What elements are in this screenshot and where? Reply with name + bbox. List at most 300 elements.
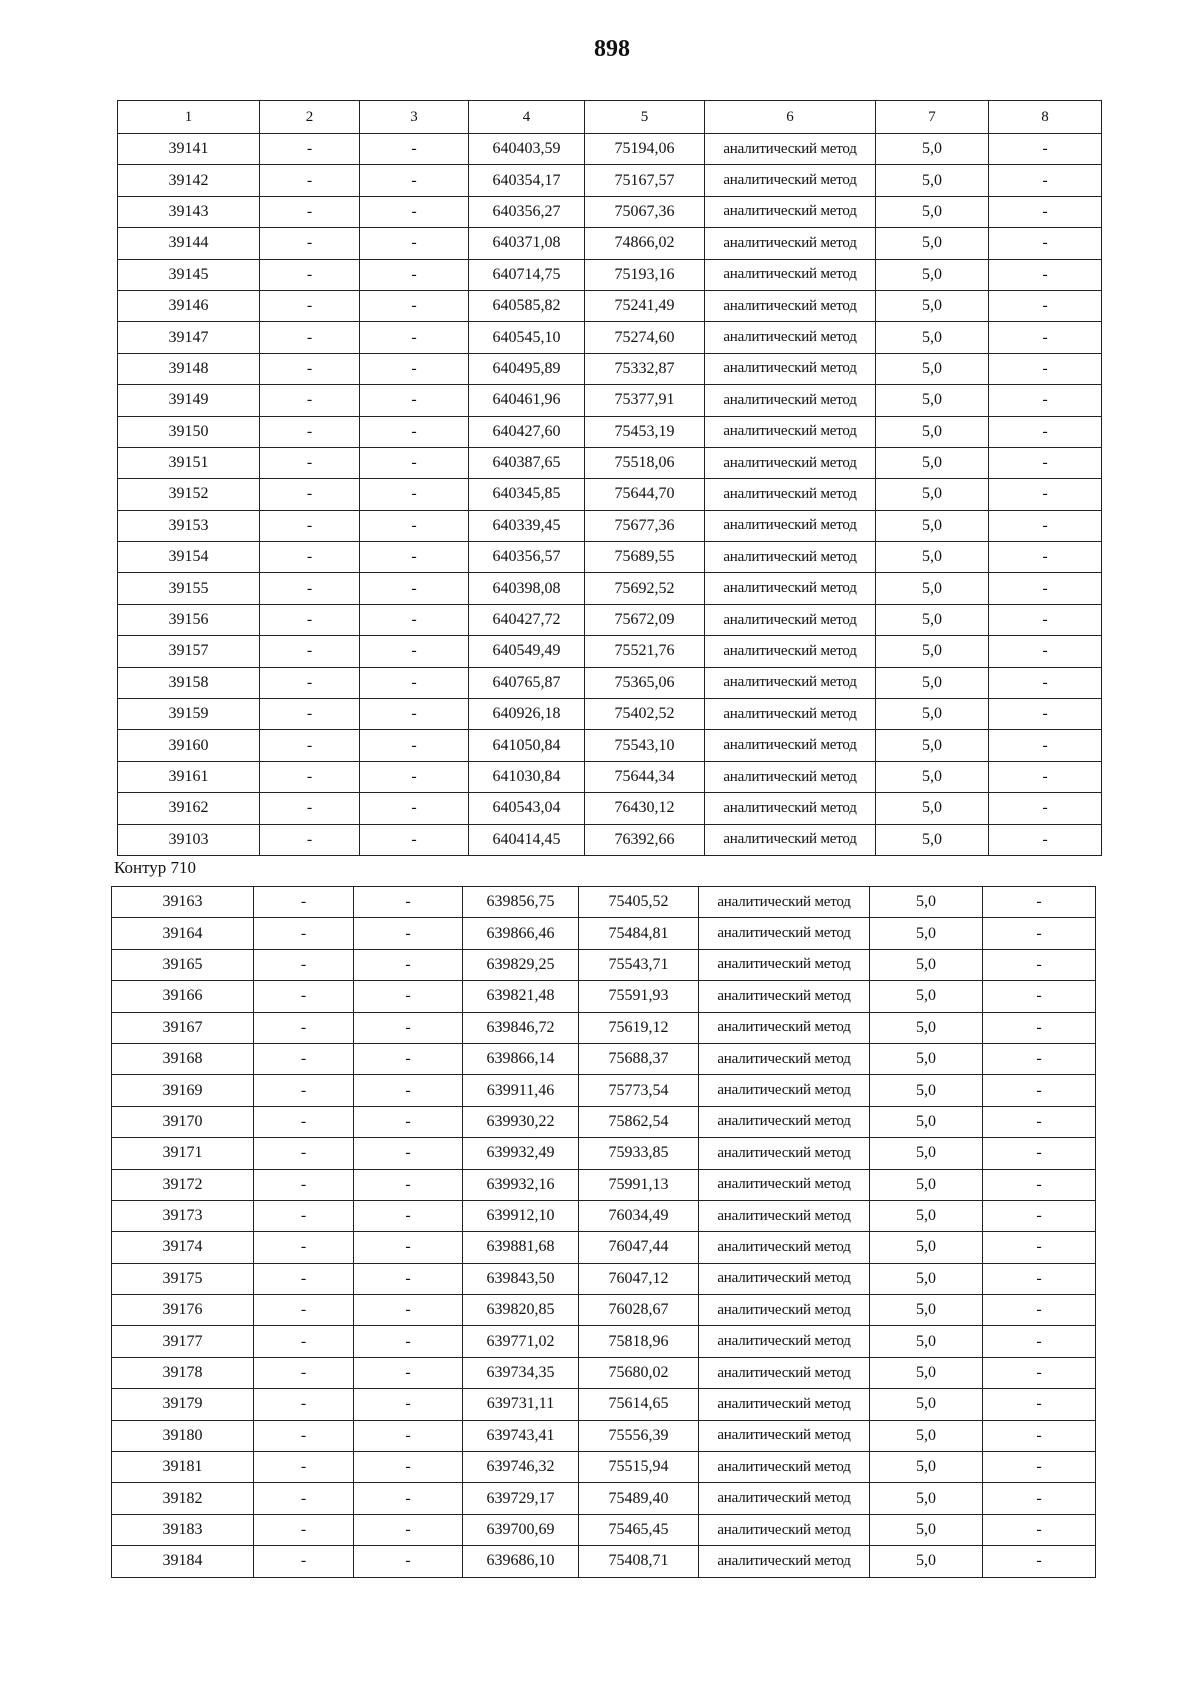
table-cell: 39158 — [118, 667, 260, 698]
table-cell: - — [354, 1200, 463, 1231]
table-cell: 640371,08 — [469, 228, 585, 259]
table-cell: 39169 — [112, 1075, 254, 1106]
table-cell: 39150 — [118, 416, 260, 447]
table-cell: - — [260, 479, 360, 510]
table-cell: - — [254, 1263, 354, 1294]
table-cell: 5,0 — [876, 447, 989, 478]
table-cell: - — [360, 259, 469, 290]
table-cell: - — [983, 1043, 1096, 1074]
table-cell: - — [254, 1420, 354, 1451]
table-cell: 76034,49 — [579, 1200, 699, 1231]
table-cell: 640585,82 — [469, 290, 585, 321]
table-cell: 641030,84 — [469, 761, 585, 792]
table-cell: 640339,45 — [469, 510, 585, 541]
table-cell: 639771,02 — [463, 1326, 579, 1357]
table-cell: 5,0 — [870, 1200, 983, 1231]
table-row — [112, 1326, 1096, 1357]
table-cell: - — [360, 793, 469, 824]
table-row — [112, 918, 1096, 949]
table-cell: аналитический метод — [699, 1452, 870, 1483]
table-cell: - — [360, 479, 469, 510]
table-cell: - — [354, 1043, 463, 1074]
table-cell: - — [983, 1295, 1096, 1326]
table-cell: 39156 — [118, 604, 260, 635]
table-cell: 5,0 — [870, 1546, 983, 1577]
table-cell: 5,0 — [876, 353, 989, 384]
table-cell: - — [360, 510, 469, 541]
table-cell: 5,0 — [876, 542, 989, 573]
table-cell: 75332,87 — [585, 353, 705, 384]
table-cell: 75543,10 — [585, 730, 705, 761]
table-cell: 75484,81 — [579, 918, 699, 949]
table-cell: - — [354, 981, 463, 1012]
table-row — [112, 1075, 1096, 1106]
table-cell: аналитический метод — [705, 604, 876, 635]
table-cell: - — [983, 1138, 1096, 1169]
table-cell: аналитический метод — [699, 1138, 870, 1169]
table-cell: 639846,72 — [463, 1012, 579, 1043]
table-row — [118, 573, 1102, 604]
table-row — [118, 353, 1102, 384]
table-cell: 5,0 — [876, 322, 989, 353]
table-cell: - — [260, 793, 360, 824]
table-cell: аналитический метод — [705, 824, 876, 855]
table-row — [118, 542, 1102, 573]
table-cell: аналитический метод — [699, 1169, 870, 1200]
table-cell: - — [989, 165, 1102, 196]
table-cell: 640926,18 — [469, 699, 585, 730]
table-cell: - — [254, 887, 354, 918]
table-cell: 5,0 — [870, 1514, 983, 1545]
table-row — [118, 730, 1102, 761]
table-cell: 39141 — [118, 134, 260, 165]
table-row — [118, 667, 1102, 698]
table-cell: 39155 — [118, 573, 260, 604]
table-cell: 39166 — [112, 981, 254, 1012]
table-cell: - — [260, 385, 360, 416]
table-cell: - — [254, 1357, 354, 1388]
table-cell: аналитический метод — [705, 322, 876, 353]
table-cell: аналитический метод — [699, 918, 870, 949]
table-cell: 640345,85 — [469, 479, 585, 510]
table-cell: аналитический метод — [705, 290, 876, 321]
table-cell: 5,0 — [876, 604, 989, 635]
table-cell: аналитический метод — [699, 1043, 870, 1074]
table-cell: 75672,09 — [585, 604, 705, 635]
table-cell: - — [983, 1012, 1096, 1043]
table-cell: - — [260, 196, 360, 227]
table-row — [118, 636, 1102, 667]
table-cell: 5,0 — [870, 1389, 983, 1420]
table-cell: - — [254, 1138, 354, 1169]
table-cell: аналитический метод — [705, 573, 876, 604]
table-cell: аналитический метод — [699, 949, 870, 980]
table-cell: 75405,52 — [579, 887, 699, 918]
table-cell: 5,0 — [870, 1483, 983, 1514]
table-cell: аналитический метод — [699, 1357, 870, 1388]
table-row — [112, 1452, 1096, 1483]
table-cell: 39184 — [112, 1546, 254, 1577]
table-cell: - — [989, 416, 1102, 447]
table-cell: 39152 — [118, 479, 260, 510]
table-cell: аналитический метод — [699, 1106, 870, 1137]
table-cell: - — [254, 949, 354, 980]
table-cell: - — [983, 918, 1096, 949]
table-cell: 640543,04 — [469, 793, 585, 824]
table-row — [118, 510, 1102, 541]
table-cell: - — [983, 1546, 1096, 1577]
table-cell: - — [254, 1295, 354, 1326]
table-row — [118, 793, 1102, 824]
table-cell: аналитический метод — [705, 416, 876, 447]
table-cell: 39154 — [118, 542, 260, 573]
table-cell: 5,0 — [870, 1043, 983, 1074]
table-cell: 75556,39 — [579, 1420, 699, 1451]
table-cell: - — [989, 730, 1102, 761]
table-cell: 39142 — [118, 165, 260, 196]
table-cell: - — [260, 636, 360, 667]
table-cell: - — [983, 1326, 1096, 1357]
table-cell: 75521,76 — [585, 636, 705, 667]
table-cell: аналитический метод — [705, 667, 876, 698]
table-cell: 75067,36 — [585, 196, 705, 227]
table-cell: аналитический метод — [699, 1389, 870, 1420]
table-cell: 639820,85 — [463, 1295, 579, 1326]
table-cell: 75818,96 — [579, 1326, 699, 1357]
table-cell: 5,0 — [876, 761, 989, 792]
table-cell: - — [360, 385, 469, 416]
column-header: 4 — [469, 101, 585, 134]
table-cell: 5,0 — [870, 1420, 983, 1451]
table-cell: 5,0 — [876, 196, 989, 227]
table-cell: - — [360, 604, 469, 635]
table-cell: 639821,48 — [463, 981, 579, 1012]
table-row — [118, 447, 1102, 478]
table-cell: 75377,91 — [585, 385, 705, 416]
contour-710-table — [111, 886, 1096, 1578]
table-cell: - — [983, 1389, 1096, 1420]
table-cell: - — [354, 1452, 463, 1483]
table-cell: аналитический метод — [699, 1075, 870, 1106]
table-cell: 75644,34 — [585, 761, 705, 792]
table-cell: 639932,16 — [463, 1169, 579, 1200]
table-cell: 39149 — [118, 385, 260, 416]
table-cell: - — [260, 824, 360, 855]
table-cell: 5,0 — [876, 667, 989, 698]
table-cell: 639700,69 — [463, 1514, 579, 1545]
table-cell: 39174 — [112, 1232, 254, 1263]
table-cell: - — [260, 510, 360, 541]
table-cell: 39165 — [112, 949, 254, 980]
table-cell: - — [989, 196, 1102, 227]
table-cell: - — [354, 1075, 463, 1106]
table-row — [112, 1043, 1096, 1074]
table-cell: - — [254, 1326, 354, 1357]
table-cell: - — [989, 573, 1102, 604]
table-cell: 39180 — [112, 1420, 254, 1451]
table-cell: 74866,02 — [585, 228, 705, 259]
table-cell: 640387,65 — [469, 447, 585, 478]
table-cell: - — [360, 228, 469, 259]
table-row — [112, 1263, 1096, 1294]
table-cell: 39151 — [118, 447, 260, 478]
table-cell: 39162 — [118, 793, 260, 824]
table-cell: - — [989, 542, 1102, 573]
table-cell: 5,0 — [870, 1357, 983, 1388]
table-cell: 5,0 — [870, 1012, 983, 1043]
table-cell: 640356,27 — [469, 196, 585, 227]
table-row — [112, 1420, 1096, 1451]
table-cell: 75167,57 — [585, 165, 705, 196]
table-cell: 640549,49 — [469, 636, 585, 667]
table-cell: - — [983, 1420, 1096, 1451]
table-cell: - — [254, 1483, 354, 1514]
table-cell: - — [983, 887, 1096, 918]
table-cell: - — [254, 1514, 354, 1545]
table-cell: - — [983, 1106, 1096, 1137]
table-row — [118, 290, 1102, 321]
table-cell: 5,0 — [870, 1106, 983, 1137]
table-cell: - — [254, 1043, 354, 1074]
table-cell: 39147 — [118, 322, 260, 353]
header-row — [118, 101, 1102, 134]
table-cell: 5,0 — [876, 290, 989, 321]
table-cell: аналитический метод — [699, 1295, 870, 1326]
table-cell: 39160 — [118, 730, 260, 761]
table-cell: аналитический метод — [699, 1200, 870, 1231]
table-row — [112, 1106, 1096, 1137]
table-cell: 39145 — [118, 259, 260, 290]
table-cell: аналитический метод — [699, 1483, 870, 1514]
table-cell: аналитический метод — [699, 981, 870, 1012]
table-cell: 39175 — [112, 1263, 254, 1294]
table-cell: аналитический метод — [705, 542, 876, 573]
table-cell: 39148 — [118, 353, 260, 384]
table-cell: - — [989, 636, 1102, 667]
table-cell: 639930,22 — [463, 1106, 579, 1137]
table-cell: 39168 — [112, 1043, 254, 1074]
table-cell: 75644,70 — [585, 479, 705, 510]
table-cell: 5,0 — [876, 636, 989, 667]
table-cell: 5,0 — [876, 385, 989, 416]
table-cell: 640545,10 — [469, 322, 585, 353]
column-header: 8 — [989, 101, 1102, 134]
table-cell: - — [983, 1483, 1096, 1514]
table-cell: 5,0 — [876, 259, 989, 290]
table-cell: 39161 — [118, 761, 260, 792]
table-row — [112, 1546, 1096, 1577]
table-cell: 39163 — [112, 887, 254, 918]
table-cell: 639932,49 — [463, 1138, 579, 1169]
table-cell: - — [254, 1169, 354, 1200]
table-cell: - — [260, 290, 360, 321]
table-cell: 39164 — [112, 918, 254, 949]
table-cell: - — [354, 949, 463, 980]
table-cell: 5,0 — [870, 887, 983, 918]
table-cell: 5,0 — [876, 730, 989, 761]
table-cell: 5,0 — [870, 1326, 983, 1357]
table-cell: 76392,66 — [585, 824, 705, 855]
column-header: 5 — [585, 101, 705, 134]
table-cell: - — [360, 699, 469, 730]
table-row — [112, 1357, 1096, 1388]
table-cell: 640427,72 — [469, 604, 585, 635]
table-cell: - — [254, 1232, 354, 1263]
table-cell: 75515,94 — [579, 1452, 699, 1483]
column-header: 7 — [876, 101, 989, 134]
table-cell: аналитический метод — [705, 228, 876, 259]
table-row — [112, 1232, 1096, 1263]
table-row — [118, 416, 1102, 447]
table-cell: 640765,87 — [469, 667, 585, 698]
table-row — [112, 1138, 1096, 1169]
table-cell: 75991,13 — [579, 1169, 699, 1200]
table-cell: аналитический метод — [705, 730, 876, 761]
table-cell: - — [260, 761, 360, 792]
table-cell: - — [254, 1075, 354, 1106]
table-cell: - — [260, 416, 360, 447]
table-cell: - — [260, 730, 360, 761]
table-cell: 39172 — [112, 1169, 254, 1200]
table-cell: - — [983, 1200, 1096, 1231]
table-cell: 639866,46 — [463, 918, 579, 949]
table-cell: - — [983, 981, 1096, 1012]
table-row — [112, 887, 1096, 918]
table-cell: аналитический метод — [699, 1263, 870, 1294]
table-cell: - — [354, 1357, 463, 1388]
table-cell: 75489,40 — [579, 1483, 699, 1514]
table-cell: 639746,32 — [463, 1452, 579, 1483]
table-row — [118, 824, 1102, 855]
table-cell: 640427,60 — [469, 416, 585, 447]
table-cell: 75773,54 — [579, 1075, 699, 1106]
table-cell: - — [983, 1169, 1096, 1200]
table-cell: 76047,44 — [579, 1232, 699, 1263]
table-cell: 640714,75 — [469, 259, 585, 290]
table-cell: 639734,35 — [463, 1357, 579, 1388]
table-row — [118, 761, 1102, 792]
table-cell: аналитический метод — [699, 887, 870, 918]
table-cell: 39103 — [118, 824, 260, 855]
table-cell: 75193,16 — [585, 259, 705, 290]
table-cell: аналитический метод — [705, 259, 876, 290]
table-cell: - — [360, 730, 469, 761]
table-cell: 75680,02 — [579, 1357, 699, 1388]
table-row — [112, 1200, 1096, 1231]
table-cell: 75408,71 — [579, 1546, 699, 1577]
table-cell: - — [360, 447, 469, 478]
table-cell: - — [354, 1514, 463, 1545]
table-cell: - — [354, 887, 463, 918]
table-cell: 75933,85 — [579, 1138, 699, 1169]
table-cell: 639911,46 — [463, 1075, 579, 1106]
table-row — [112, 1295, 1096, 1326]
table-cell: 5,0 — [876, 824, 989, 855]
table-cell: 640414,45 — [469, 824, 585, 855]
table-cell: - — [254, 918, 354, 949]
table-row — [118, 322, 1102, 353]
table-cell: аналитический метод — [699, 1326, 870, 1357]
table-row — [118, 699, 1102, 730]
table-cell: 75241,49 — [585, 290, 705, 321]
table-cell: 5,0 — [876, 573, 989, 604]
table-cell: - — [983, 1514, 1096, 1545]
table-cell: 5,0 — [870, 1452, 983, 1483]
table-cell: - — [260, 604, 360, 635]
table-cell: - — [354, 1420, 463, 1451]
table-cell: 639686,10 — [463, 1546, 579, 1577]
table-cell: 639856,75 — [463, 887, 579, 918]
table-cell: 5,0 — [870, 1232, 983, 1263]
table-cell: 39173 — [112, 1200, 254, 1231]
table-cell: - — [983, 1452, 1096, 1483]
table-cell: - — [983, 1075, 1096, 1106]
table-cell: - — [360, 165, 469, 196]
table-cell: - — [354, 1169, 463, 1200]
table-cell: 640403,59 — [469, 134, 585, 165]
table-cell: - — [360, 667, 469, 698]
table-cell: - — [360, 134, 469, 165]
table-cell: 75689,55 — [585, 542, 705, 573]
table-cell: аналитический метод — [699, 1012, 870, 1043]
table-cell: - — [354, 1546, 463, 1577]
table-cell: - — [254, 1106, 354, 1137]
table-cell: 5,0 — [870, 1138, 983, 1169]
table-cell: 39167 — [112, 1012, 254, 1043]
table-cell: 5,0 — [876, 228, 989, 259]
table-cell: 39183 — [112, 1514, 254, 1545]
table-cell: аналитический метод — [705, 447, 876, 478]
table-cell: - — [260, 322, 360, 353]
table-cell: 75274,60 — [585, 322, 705, 353]
table-cell: 5,0 — [870, 981, 983, 1012]
table-cell: - — [989, 510, 1102, 541]
table-cell: 5,0 — [870, 1169, 983, 1200]
table-cell: аналитический метод — [699, 1232, 870, 1263]
table-row — [118, 165, 1102, 196]
table-cell: - — [260, 134, 360, 165]
table-cell: 639843,50 — [463, 1263, 579, 1294]
table-cell: 39157 — [118, 636, 260, 667]
table-cell: - — [354, 1263, 463, 1294]
table-cell: 39171 — [112, 1138, 254, 1169]
table-cell: 75365,06 — [585, 667, 705, 698]
table-cell: 75194,06 — [585, 134, 705, 165]
table-cell: - — [989, 761, 1102, 792]
table-row — [112, 981, 1096, 1012]
table-cell: - — [360, 196, 469, 227]
table-cell: - — [260, 542, 360, 573]
table-cell: 640356,57 — [469, 542, 585, 573]
table-cell: 39170 — [112, 1106, 254, 1137]
table-cell: аналитический метод — [705, 699, 876, 730]
table-cell: - — [260, 667, 360, 698]
table-cell: - — [360, 761, 469, 792]
table-cell: 5,0 — [870, 949, 983, 980]
table-cell: 640398,08 — [469, 573, 585, 604]
table-cell: - — [983, 1357, 1096, 1388]
table-cell: 641050,84 — [469, 730, 585, 761]
table-cell: 39178 — [112, 1357, 254, 1388]
table-row — [118, 228, 1102, 259]
table-cell: аналитический метод — [705, 479, 876, 510]
table-cell: 5,0 — [876, 699, 989, 730]
column-header: 6 — [705, 101, 876, 134]
table-cell: - — [360, 416, 469, 447]
table-cell: 39144 — [118, 228, 260, 259]
table-cell: - — [354, 1389, 463, 1420]
table-cell: - — [354, 1483, 463, 1514]
